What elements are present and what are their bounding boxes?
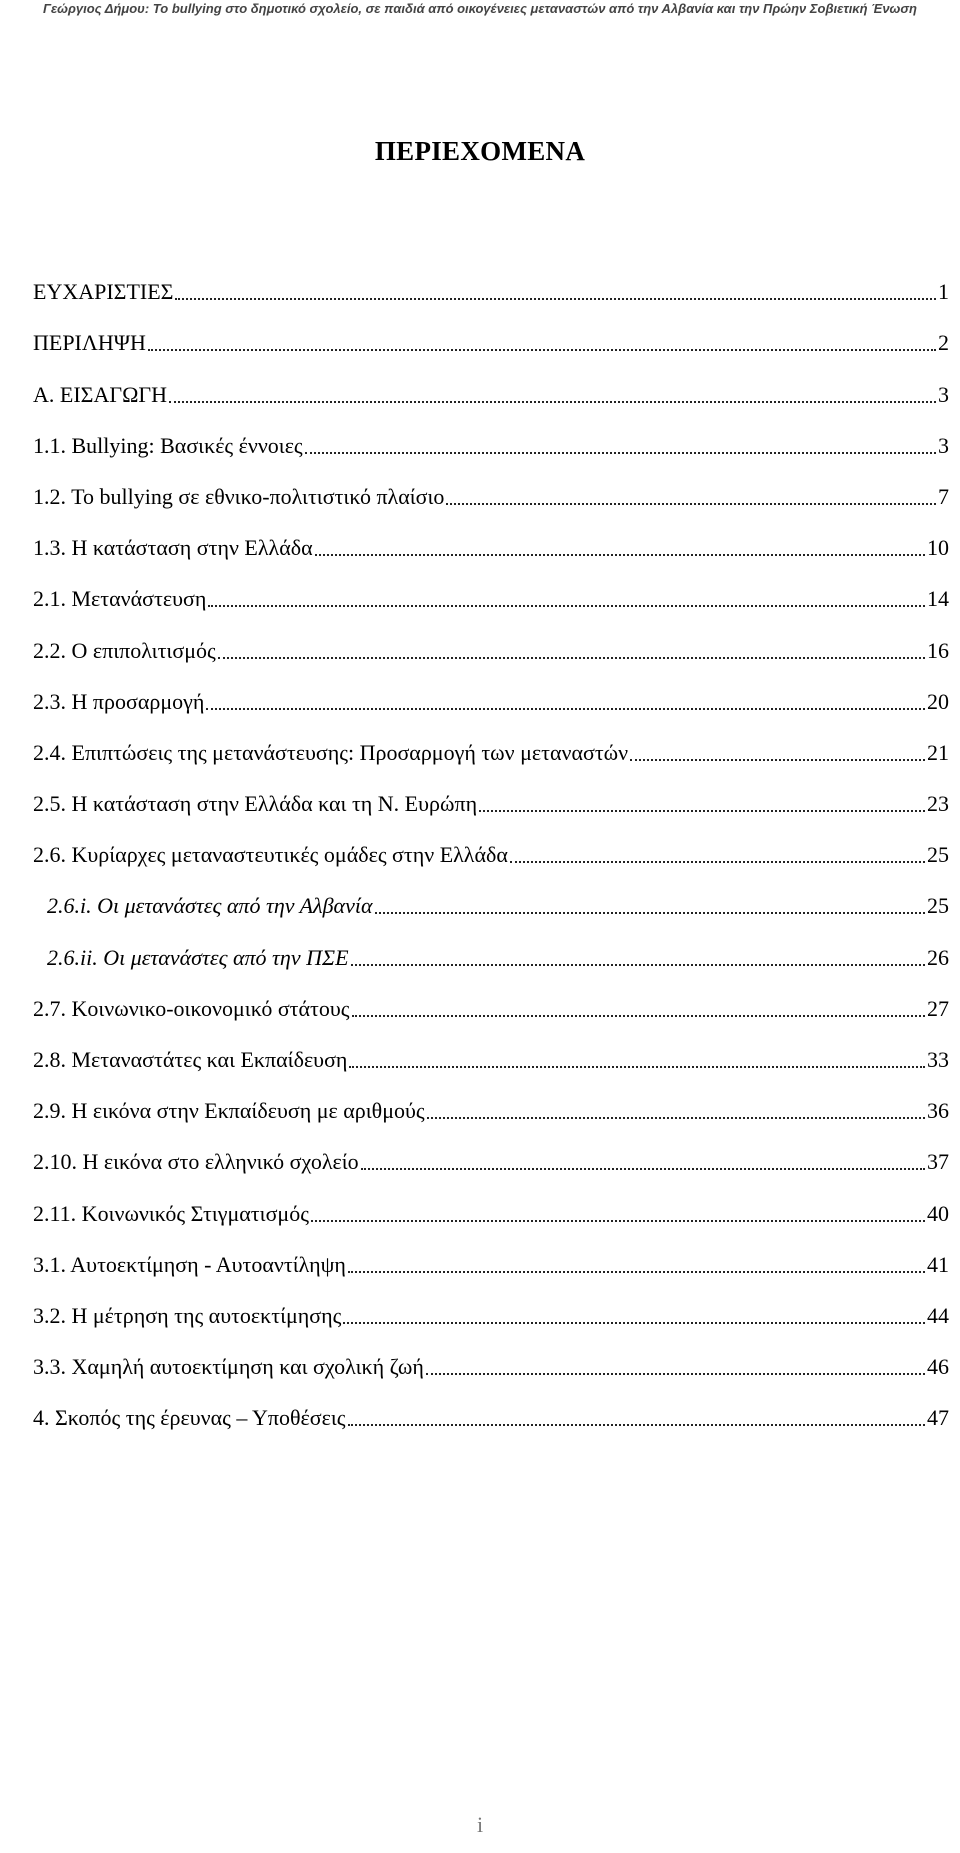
toc-entry-page: 46 (927, 1354, 949, 1380)
toc-entry-label: 2.9. Η εικόνα στην Εκπαίδευση με αριθμούς (33, 1098, 425, 1124)
toc-entry-page: 25 (927, 842, 949, 868)
toc-entry-label: 2.2. Ο επιπολιτισμός (33, 637, 216, 663)
toc-entry-label: 3.1. Αυτοεκτίμηση - Αυτοαντίληψη (33, 1251, 346, 1277)
toc-entry (33, 1228, 949, 1279)
toc-entry (33, 1074, 949, 1125)
toc-entry-label: 3.3. Χαμηλή αυτοεκτίμηση και σχολική ζωή (33, 1354, 424, 1380)
toc-entry-page: 1 (938, 279, 949, 305)
toc-dot-leader (208, 604, 925, 607)
toc-entry-label: 2.10. Η εικόνα στο ελληνικό σχολείο (33, 1149, 359, 1175)
toc-dot-leader (349, 1065, 925, 1068)
page-title: ΠΕΡΙΕΧΟΜΕΝΑ (374, 136, 586, 166)
toc-entry (33, 409, 949, 460)
toc-entry-label: 2.5. Η κατάσταση στην Ελλάδα και τη Ν. Ευρώπη (33, 791, 478, 817)
toc-dot-leader (361, 1167, 925, 1170)
toc-entry-page: 2 (938, 330, 949, 356)
toc-entry-page: 47 (927, 1405, 949, 1431)
toc-dot-leader (375, 911, 926, 914)
toc-entry-label: 4. Σκοπός της έρευνας – Υποθέσεις (33, 1405, 346, 1431)
toc-entry-page: 3 (938, 432, 949, 458)
toc-entry-page: 20 (927, 688, 949, 714)
toc-dot-leader (315, 553, 925, 556)
toc-dot-leader (175, 297, 936, 300)
toc-dot-leader (343, 1321, 925, 1324)
toc-entry-label: 2.1. Μετανάστευση (33, 586, 207, 612)
toc-entry (33, 613, 949, 664)
toc-dot-leader (348, 1423, 925, 1426)
toc-dot-leader (426, 1372, 925, 1375)
toc-entry (33, 972, 949, 1023)
toc-entry (33, 255, 949, 306)
toc-entry-page: 33 (927, 1047, 949, 1072)
toc-dot-leader (218, 656, 925, 659)
toc-entry (33, 511, 949, 562)
toc-entry (33, 460, 949, 511)
toc-subentry-label: 2.6.i. Οι μετανάστες από την Αλβανία (47, 893, 373, 919)
toc-entry-label: 3.2. Η μέτρηση της αυτοεκτίμησης (33, 1302, 342, 1328)
toc-entry (33, 1176, 949, 1227)
toc-dot-leader (427, 1116, 925, 1119)
toc-entry-label: Α. ΕΙΣΑΓΩΓΗ (33, 381, 168, 407)
toc-entry-page: 27 (927, 995, 949, 1021)
toc-subentry (33, 869, 949, 920)
toc-entry-label: 2.7. Κοινωνικο-οικονομικό στάτους (33, 995, 350, 1021)
toc-entry (33, 1279, 949, 1330)
toc-entry-label: 1.1. Bullying: Βασικές έννοιες (33, 432, 303, 458)
toc-entry (33, 665, 949, 716)
toc-entry (33, 1330, 949, 1381)
toc-dot-leader (305, 451, 936, 454)
toc-entry-page: 14 (927, 586, 949, 612)
toc-entry-page: 37 (927, 1149, 949, 1175)
toc-subentry-page: 25 (927, 893, 949, 919)
toc-entry-label: 1.3. Η κατάσταση στην Ελλάδα (33, 535, 313, 561)
toc-entry-label: ΠΕΡΙΛΗΨΗ (33, 330, 146, 356)
toc-dot-leader (446, 502, 936, 505)
toc-dot-leader (479, 809, 925, 812)
toc-entry-page: 36 (927, 1098, 949, 1124)
toc-dot-leader (348, 1270, 925, 1273)
page-number: i (476, 1812, 484, 1837)
toc-entry (33, 1023, 949, 1074)
toc-dot-leader (630, 758, 925, 761)
toc-entry-label: 2.4. Επιπτώσεις της μετανάστευσης: Προσαρμογή των μεταναστών (33, 739, 629, 765)
toc-entry-page: 41 (927, 1251, 949, 1277)
toc-entry (33, 1381, 949, 1432)
toc-entry-page: 44 (927, 1302, 949, 1328)
toc-dot-leader (311, 1219, 925, 1222)
toc-dot-leader (352, 1014, 926, 1017)
toc-subentry-page: 26 (927, 944, 949, 970)
toc-dot-leader (206, 707, 925, 710)
toc-entry-label: 1.2. Το bullying σε εθνικο-πολιτιστικό πλαίσιο (33, 483, 445, 509)
toc-dot-leader (169, 400, 936, 403)
toc-subentry (33, 920, 949, 971)
toc-entry-page: 23 (927, 791, 949, 817)
toc-entry-label: 2.8. Μεταναστάτες και Εκπαίδευση (33, 1047, 348, 1072)
toc-entry-label: 2.6. Κυρίαρχες μεταναστευτικές ομάδες στην Ελλάδα (33, 842, 508, 868)
toc-entry-label: ΕΥΧΑΡΙΣΤΙΕΣ (33, 279, 174, 305)
toc-entry-page: 3 (938, 381, 949, 407)
toc-dot-leader (510, 860, 925, 863)
toc-subentry-label: 2.6.ii. Οι μετανάστες από την ΠΣΕ (47, 944, 349, 970)
toc-entry (33, 1125, 949, 1176)
toc-entry-page: 40 (927, 1200, 949, 1226)
toc-entry-page: 16 (927, 637, 949, 663)
toc-entry-label: 2.3. Η προσαρμογή (33, 688, 205, 714)
toc-entry (33, 767, 949, 818)
toc-entry-page: 21 (927, 739, 949, 765)
toc-entry-label: 2.11. Κοινωνικός Στιγματισμός (33, 1200, 309, 1226)
toc-entry (33, 716, 949, 767)
toc-entry-page: 10 (927, 535, 949, 561)
toc-entry (33, 818, 949, 869)
running-header: Γεώργιος Δήμου: Το bullying στο δημοτικό σχολείο, σε παιδιά από οικογένειες μεταναστών από την Αλβανία και την Πρώην Σοβιετική Ένωση (43, 1, 917, 16)
toc-entry-page: 7 (938, 483, 949, 509)
toc-entry (33, 357, 949, 408)
toc-dot-leader (148, 348, 936, 351)
toc-entry (33, 306, 949, 357)
toc-entry (33, 562, 949, 613)
toc-dot-leader (351, 963, 925, 966)
table-of-contents (33, 255, 949, 1432)
